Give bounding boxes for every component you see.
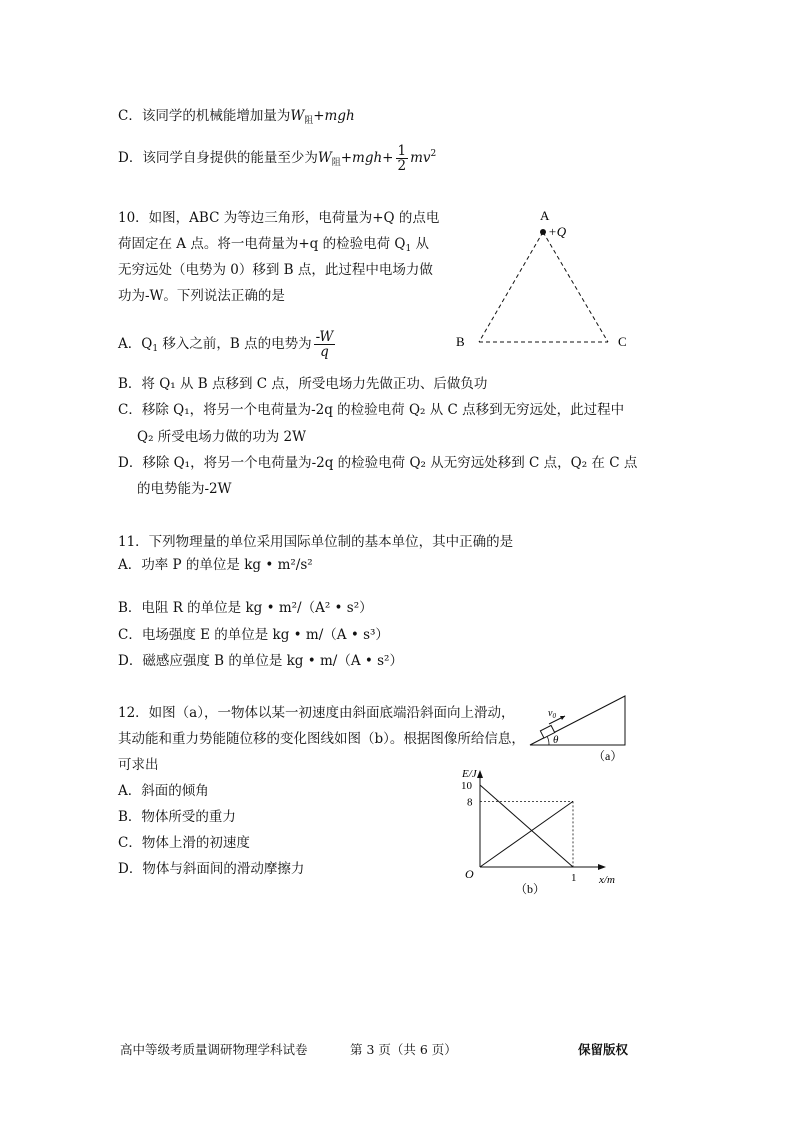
q10-stem-line2: 荷固定在 A 点。将一电荷量为+q 的检验电荷 $Q_1$ 从 bbox=[118, 236, 429, 254]
xtick-label-1: 1 bbox=[571, 872, 577, 884]
q9-option-c: C．该同学的机械能增加量为$W_阻+mgh$ bbox=[118, 108, 355, 126]
q12-option-b: B．物体所受的重力 bbox=[118, 809, 236, 825]
y-axis-arrow bbox=[477, 770, 483, 778]
q10-option-d-line2: 的电势能为-2W bbox=[137, 481, 232, 497]
series-line-decreasing bbox=[480, 785, 573, 867]
q10-stem-line4: 功为-W。下列说法正确的是 bbox=[118, 288, 285, 304]
fraction-minus-w-over-q: $\frac{-W}{q}$ bbox=[315, 329, 334, 360]
q12-option-d: D．物体与斜面间的滑动摩擦力 bbox=[118, 861, 305, 877]
series-line-increasing bbox=[480, 801, 573, 867]
figure-b-caption: （b） bbox=[515, 882, 546, 896]
vertex-label-c: C bbox=[618, 334, 627, 349]
y-axis-label: E/J bbox=[462, 768, 477, 780]
footer-page-number: 第 3 页（共 6 页） bbox=[350, 1042, 457, 1057]
q11-option-c: C．电场强度 E 的单位是 kg • m/（A • s³） bbox=[118, 627, 389, 643]
energy-chart bbox=[455, 765, 630, 900]
point-charge-dot bbox=[540, 229, 546, 235]
x-axis-arrow bbox=[598, 864, 606, 870]
ytick-label-10: 10 bbox=[461, 780, 472, 792]
vertex-label-b: B bbox=[456, 334, 465, 349]
angle-theta-label: θ bbox=[553, 734, 559, 746]
q10-stem-line1: 10．如图，ABC 为等边三角形，电荷量为+Q 的点电 bbox=[118, 210, 440, 226]
q11-option-d: D．磁感应强度 B 的单位是 kg • m/（A • s²） bbox=[118, 653, 403, 669]
q12-option-c: C．物体上滑的初速度 bbox=[118, 835, 250, 851]
q9-option-d: D．该同学自身提供的能量至少为$W_阻+mgh+$ $\frac{1}{2}$ $mv^2$ bbox=[118, 143, 437, 174]
triangle-side-ac bbox=[543, 232, 608, 342]
charge-label-q: +Q bbox=[548, 224, 567, 239]
ytick-label-8: 8 bbox=[467, 796, 473, 809]
q12-stem-line1: 12．如图（a），一物体以某一初速度由斜面底端沿斜面向上滑动， bbox=[118, 705, 515, 721]
q12-incline-figure bbox=[525, 690, 635, 765]
footer-copyright: 保留版权 bbox=[578, 1042, 629, 1057]
origin-label: O bbox=[465, 867, 474, 881]
fraction-half: $\frac{1}{2}$ bbox=[397, 143, 407, 174]
q10-stem-line3: 无穷远处（电势为 0）移到 B 点，此过程中电场力做 bbox=[118, 262, 433, 278]
q10-triangle-figure bbox=[450, 205, 640, 355]
q11-option-b: B．电阻 R 的单位是 kg • m²/（A² • s²） bbox=[118, 600, 373, 616]
q12-option-a: A．斜面的倾角 bbox=[118, 783, 209, 799]
vertex-label-a: A bbox=[540, 208, 550, 223]
q11-option-a: A．功率 P 的单位是 kg • m²/s² bbox=[118, 557, 313, 573]
q10-option-a: A．$Q_1$ 移入之前，B 点的电势为 $\frac{-W}{q}$ bbox=[118, 329, 334, 360]
q10-option-c-line1: C．移除 Q₁，将另一个电荷量为-2q 的检验电荷 Q₂ 从 C 点移到无穷远处，此过程中 bbox=[118, 402, 625, 418]
q11-stem: 11．下列物理量的单位采用国际单位制的基本单位，其中正确的是 bbox=[118, 534, 514, 550]
q10-option-d-line1: D．移除 Q₁，将另一个电荷量为-2q 的检验电荷 Q₂ 从无穷远处移到 C 点，Q₂ 在 C 点 bbox=[118, 455, 638, 471]
q12-stem-line3: 可求出 bbox=[118, 757, 159, 773]
q12-stem-line2: 其动能和重力势能随位移的变化图线如图（b）。根据图像所给信息， bbox=[118, 731, 525, 747]
angle-arc bbox=[547, 736, 549, 745]
velocity-label: $v_0$ bbox=[548, 708, 556, 720]
q10-option-b: B．将 Q₁ 从 B 点移到 C 点，所受电场力先做正功、后做负功 bbox=[118, 376, 488, 392]
triangle-side-ab bbox=[479, 232, 543, 342]
q10-option-c-line2: Q₂ 所受电场力做的功为 2W bbox=[137, 429, 307, 445]
footer-exam-title: 高中等级考质量调研物理学科试卷 bbox=[120, 1042, 308, 1057]
x-axis-label: x/m bbox=[599, 874, 615, 886]
figure-a-caption: （a） bbox=[593, 749, 623, 763]
